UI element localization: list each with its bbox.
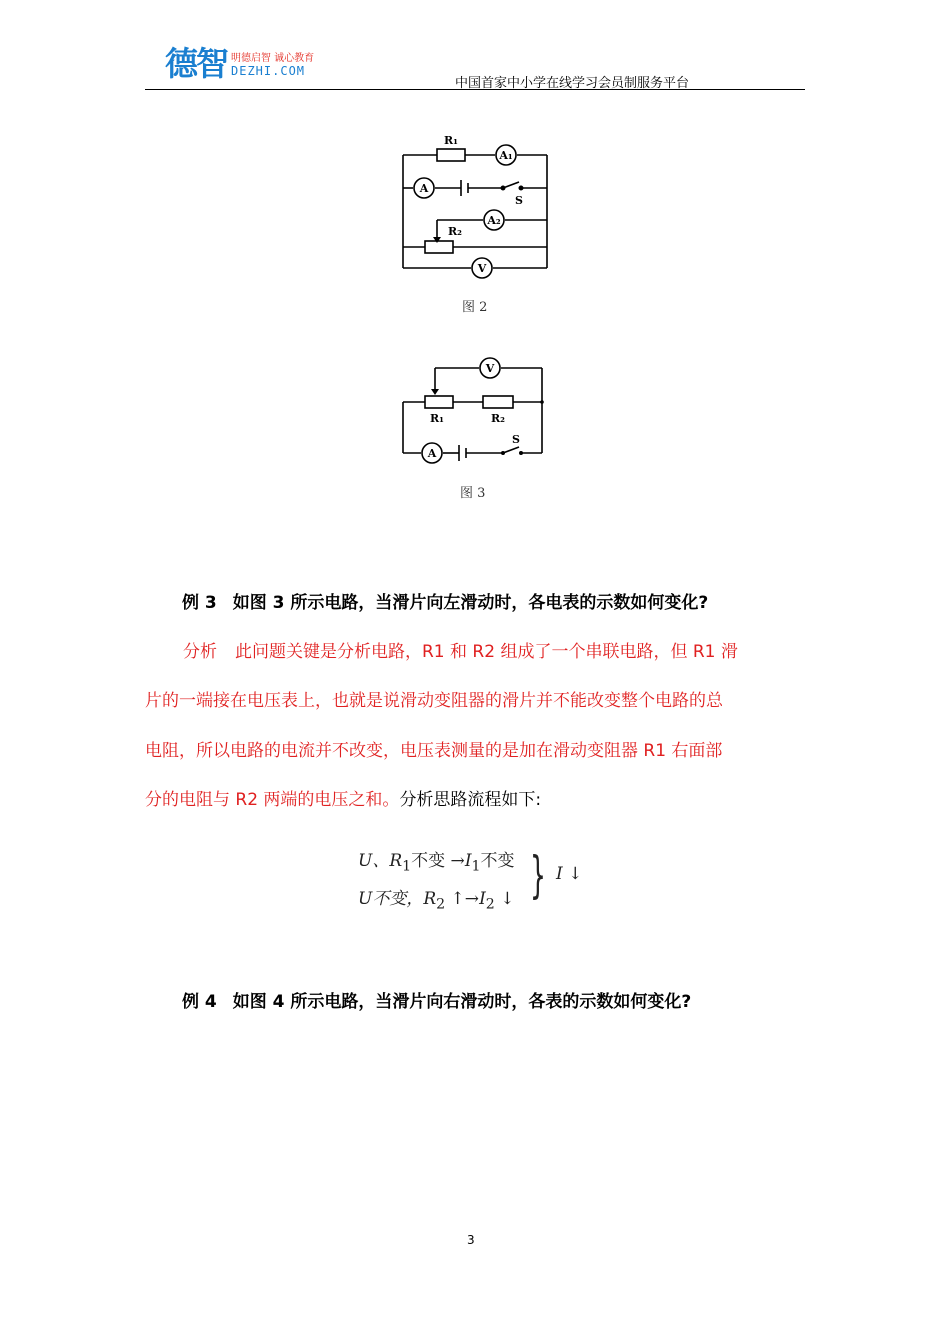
logo-slogan: 明德启智 诚心教育 <box>231 53 315 64</box>
example-4-number: 例 4 <box>182 992 217 1012</box>
example-3-number: 例 3 <box>182 593 217 613</box>
fig3-label-r2: R₂ <box>491 412 505 425</box>
formula-row2-b: ↑→ <box>445 889 480 909</box>
fig2-label-a2: A₂ <box>487 214 501 227</box>
header-divider <box>145 89 805 90</box>
logo-mark: 德智 <box>165 44 227 83</box>
formula-result-var: I <box>556 864 563 884</box>
formula-row-2 <box>358 884 514 912</box>
formula-row2-sub1: 2 <box>436 896 446 913</box>
example-3-text: 如图 3 所示电路，当滑片向左滑动时，各电表的示数如何变化? <box>232 593 709 613</box>
formula-result <box>556 864 582 884</box>
fig3-label-v: V <box>485 362 495 375</box>
example-4-text: 如图 4 所示电路，当滑片向右滑动时，各表的示数如何变化? <box>232 992 692 1012</box>
formula-row1-d: 不变 <box>480 851 515 871</box>
formula-row2-d: ↓ <box>494 889 515 909</box>
example-4-question <box>182 987 691 1012</box>
fig2-label-r2: R₂ <box>448 225 462 238</box>
header-tagline: 中国首家中小学在线学习会员制服务平台 <box>455 76 690 91</box>
formula-row1-b: 不变 → <box>411 851 465 871</box>
figure-2-caption: 图 2 <box>462 300 488 315</box>
fig2-label-v: V <box>477 262 487 275</box>
formula-row1-sub2: 1 <box>471 858 481 875</box>
analysis-line-2: 片的一端接在电压表上，也就是说滑动变阻器的滑片并不能改变整个电路的总 <box>145 691 723 711</box>
example-3-question <box>182 588 708 613</box>
formula-row-1 <box>358 846 515 874</box>
fig2-label-a1: A₁ <box>499 149 513 162</box>
analysis-line-1 <box>145 637 845 662</box>
formula-row1-a: U、R <box>358 851 403 871</box>
formula-brace: } <box>530 846 546 904</box>
figure-3-caption: 图 3 <box>460 486 486 501</box>
circuit-diagram-figure-3 <box>395 355 555 470</box>
analysis-line-4 <box>145 785 807 810</box>
fig2-label-r1: R₁ <box>444 134 458 147</box>
reasoning-formula <box>358 842 598 917</box>
analysis-lead: 分析 <box>183 642 217 662</box>
fig3-label-a: A <box>427 447 437 460</box>
analysis-line-1-text: 此问题关键是分析电路，R1 和 R2 组成了一个串联电路，但 R1 滑 <box>235 642 738 662</box>
formula-row2-c: I <box>479 889 486 909</box>
formula-result-arrow: ↓ <box>562 864 583 884</box>
fig2-label-a: A <box>419 182 429 195</box>
analysis-line-3: 电阻，所以电路的电流并不改变，电压表测量的是加在滑动变阻器 R1 右面部 <box>145 741 723 761</box>
formula-row1-sub1: 1 <box>402 858 412 875</box>
page-number: 3 <box>467 1233 475 1247</box>
circuit-diagram-figure-2 <box>395 125 555 280</box>
fig3-label-r1: R₁ <box>430 412 444 425</box>
analysis-flow-intro: 分析思路流程如下: <box>399 790 542 810</box>
formula-row1-c: I <box>464 851 472 871</box>
analysis-line-4-text: 分的电阻与 R2 两端的电压之和。 <box>145 790 400 810</box>
formula-row2-sub2: 2 <box>485 896 495 913</box>
formula-row2-a: U不变，R <box>358 889 437 909</box>
fig2-label-s: S <box>515 194 523 207</box>
fig3-label-s: S <box>512 433 520 446</box>
logo-domain: DEZHI.COM <box>231 64 306 78</box>
dezhi-logo <box>165 44 325 86</box>
